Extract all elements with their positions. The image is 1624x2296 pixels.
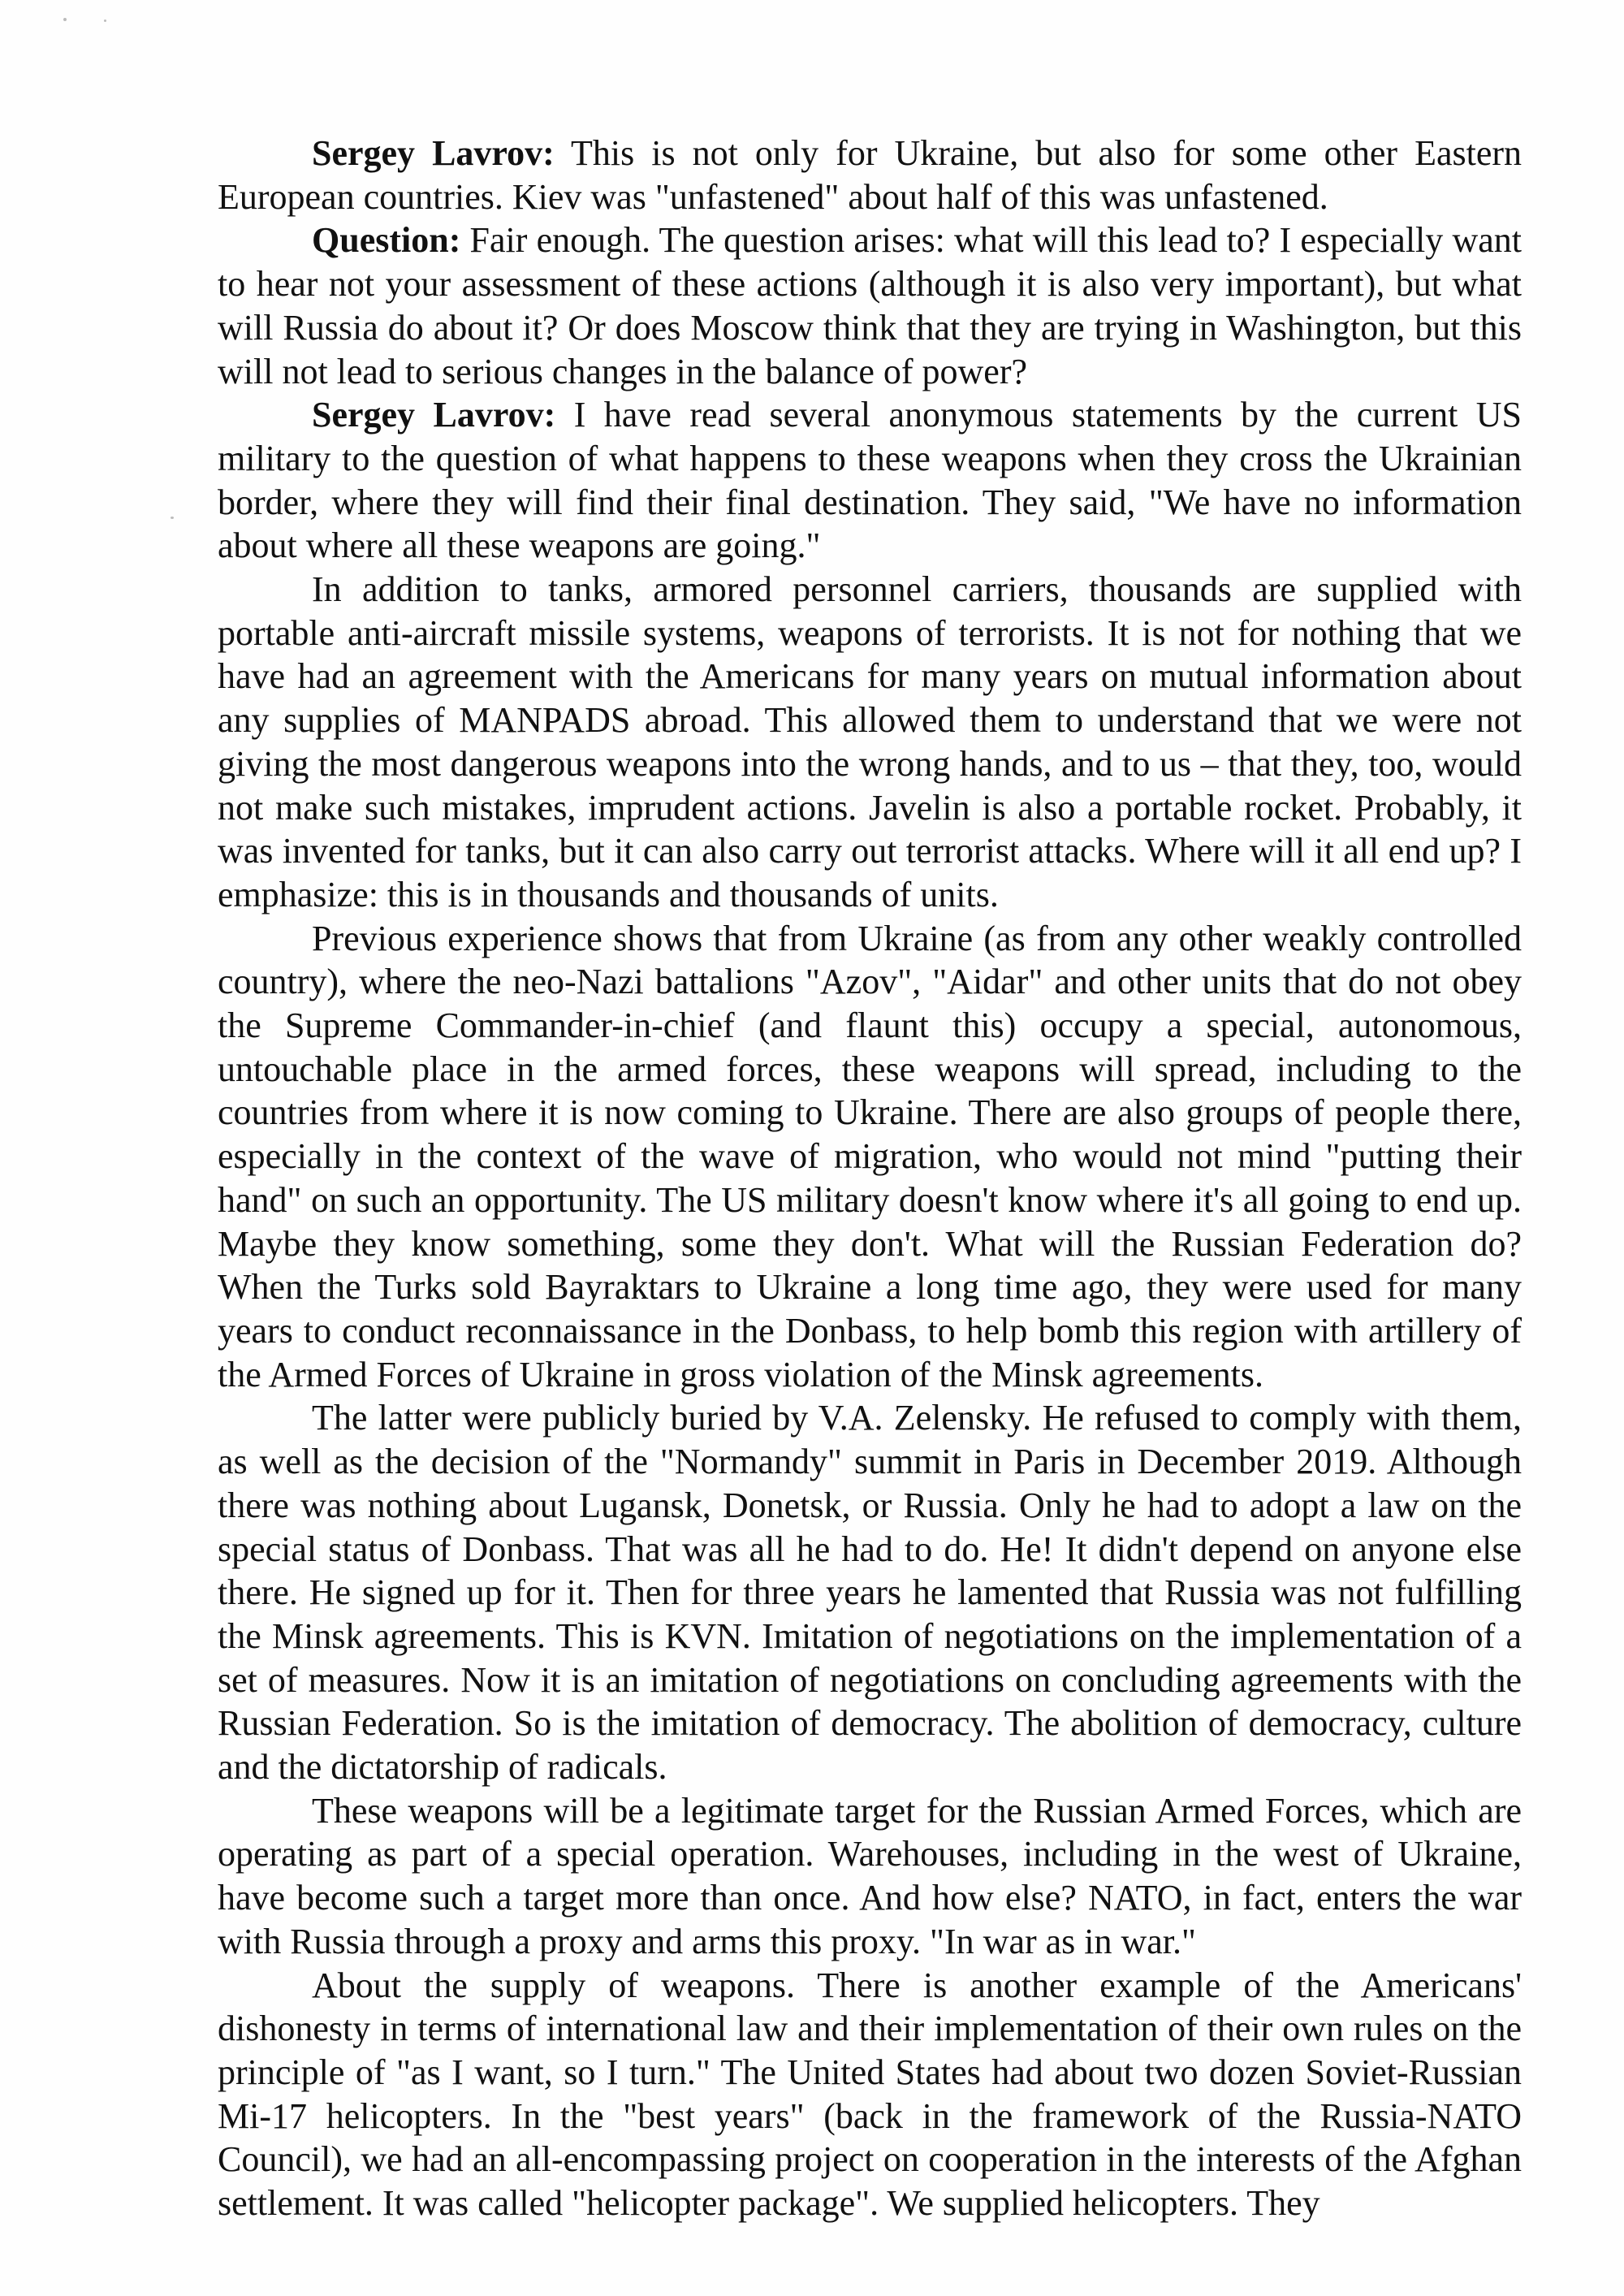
paragraph-text: The latter were publicly buried by V.A. Zelensky. He refused to comply with them, as well as the decision of the "Normandy" summit in Paris in December 2019. Although there was nothing about Lugansk, Donetsk, or Russia. Only he had to adopt a law on the special status of Donbass. That was all he had to do. He! It didn't depend on anyone else there. He signed up for it. Then for three years he lamented that Russia was not fulfilling the Minsk agreements. This is KVN. Imitation of negotiations on the implementation of a set of measures. Now it is an imitation of negotiations on concluding agreements with the Russian Federation. So is the imitation of democracy. The abolition of democracy, culture and the dictatorship of radicals. [218, 1398, 1522, 1788]
scan-speck [104, 19, 106, 22]
scan-speck [63, 18, 67, 21]
paragraph [218, 132, 1522, 218]
paragraph-text: About the supply of weapons. There is another example of the Americans' dishonesty in terms of international law and their implementation of their own rules on the principle of "as I want, so I turn." The United States had about two dozen Soviet-Russian Mi-17 helicopters. In the "best years" (back in the framework of the Russia-NATO Council), we had an all-encompassing project on cooperation in the interests of the Afghan settlement. It was called "helicopter package". We supplied helicopters. They [218, 1965, 1522, 2224]
speaker-label: Question: [312, 220, 461, 261]
paragraph [218, 1396, 1522, 1788]
paragraph [218, 393, 1522, 568]
scan-speck [171, 517, 174, 519]
speaker-label: Sergey Lavrov: [312, 395, 556, 435]
paragraph-text: These weapons will be a legitimate target for the Russian Armed Forces, which are operating as part of a special operation. Warehouses, including in the west of Ukraine, have become such a target more than once. And how else? NATO, in fact, enters the war with Russia through a proxy and arms this proxy. "In war as in war." [218, 1790, 1522, 1961]
paragraph [218, 218, 1522, 393]
speaker-label: Sergey Lavrov: [312, 133, 555, 173]
paragraph-text: Previous experience shows that from Ukraine (as from any other weakly controlled country), where the neo-Nazi battalions "Azov", "Aidar" and other units that do not obey the Supreme Commander-in-chief (and flaunt this) occupy a special, autonomous, untouchable place in the armed forces, these weapons will spread, including to the countries from where it is now coming to Ukraine. There are also groups of people there, especially in the context of the wave of migration, who would not mind "putting their hand" on such an opportunity. The US military doesn't know where it's all going to end up. Maybe they know something, some they don't. What will the Russian Federation do? When the Turks sold Bayraktars to Ukraine a long time ago, they were used for many years to conduct reconnaissance in the Donbass, to help bomb this region with artillery of the Armed Forces of Ukraine in gross violation of the Minsk agreements. [218, 918, 1522, 1394]
paragraph-text: Fair enough. The question arises: what will this lead to? I especially want to hear not your assessment of these actions (although it is also very important), but what will Russia do about it? Or does Moscow think that they are trying in Washington, but this will not lead to serious changes in the balance of power? [218, 220, 1522, 391]
paragraph [218, 1964, 1522, 2225]
paragraph-text: This is not only for Ukraine, but also for some other Eastern European countries. Kiev was "unfastened" about half of this was unfastened. [218, 133, 1522, 217]
paragraph-text: I have read several anonymous statements by the current US military to the question of what happens to these weapons when they cross the Ukrainian border, where they will find their final destination. They said, "We have no information about where all these weapons are going." [218, 395, 1522, 566]
paragraph [218, 1789, 1522, 1964]
paragraph-text: In addition to tanks, armored personnel carriers, thousands are supplied with portable anti-aircraft missile systems, weapons of terrorists. It is not for nothing that we have had an agreement with the Americans for many years on mutual information about any supplies of MANPADS abroad. This allowed them to understand that we were not giving the most dangerous weapons into the wrong hands, and to us – that they, too, would not make such mistakes, imprudent actions. Javelin is also a portable rocket. Probably, it was invented for tanks, but it can also carry out terrorist attacks. Where will it all end up? I emphasize: this is in thousands and thousands of units. [218, 569, 1522, 915]
document-body [218, 132, 1522, 2225]
paragraph [218, 568, 1522, 917]
paragraph [218, 917, 1522, 1397]
